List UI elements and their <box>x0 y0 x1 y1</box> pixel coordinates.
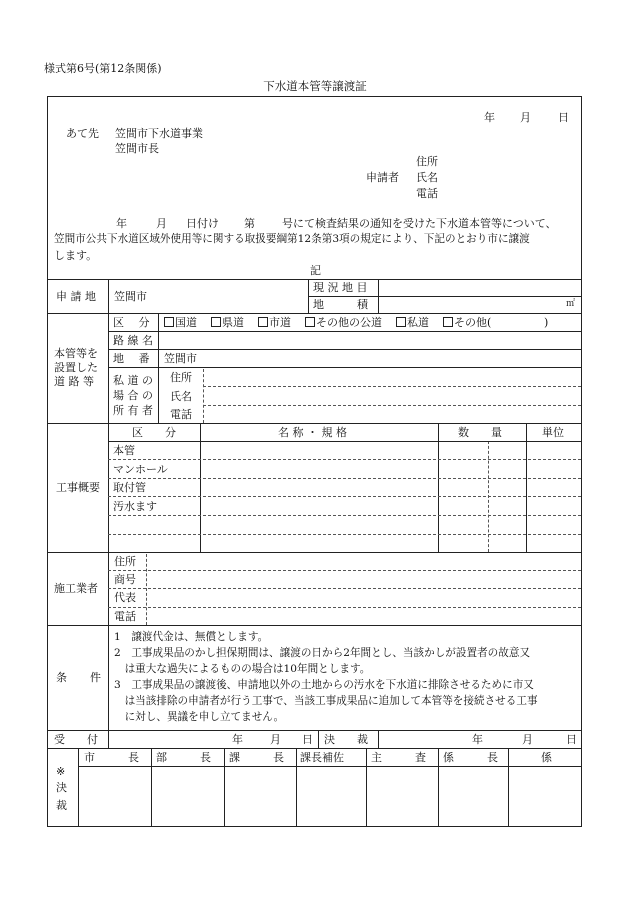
checkbox-municipal[interactable]: 市道 <box>258 316 291 329</box>
date-month: 月 <box>520 111 531 124</box>
owner-name[interactable]: 氏名 <box>170 390 192 403</box>
body-line3: します。 <box>54 249 98 262</box>
works-row-main-pipe: 本管 <box>113 444 135 457</box>
site-value: 笠間市 <box>114 290 147 303</box>
addressee-line2: 笠間市長 <box>115 142 159 155</box>
addressee-label: あて先 <box>66 127 99 140</box>
checkbox-icon[interactable] <box>305 317 315 327</box>
condition-2a: 2 工事成果品のかし担保期間は、譲渡の日から2年間とし、当該かしが設置者の故意又 <box>114 647 531 659</box>
road-label-3: 道 路 等 <box>54 375 94 388</box>
approval-label-a: 決 <box>56 781 67 794</box>
condition-3c: に対し、異議を申し立てません。 <box>114 711 285 723</box>
owner-phone[interactable]: 電話 <box>170 408 192 421</box>
body-year: 年 <box>116 217 127 230</box>
decision-label: 決 裁 <box>324 733 368 746</box>
checkbox-private[interactable]: 私道 <box>396 316 429 329</box>
body-line1: 号にて検査結果の通知を受けた下水道本管等について、 <box>282 217 557 230</box>
body-line2: 笠間市公共下水道区域外使用等に関する取扱要綱第12条第3項の規定により、下記のとおり市に譲渡 <box>54 233 530 245</box>
contractor-phone[interactable]: 電話 <box>114 610 136 623</box>
receipt-label: 受 付 <box>54 733 98 746</box>
works-row-sewage-box: 汚水ます <box>113 500 157 513</box>
road-label-1: 本管等を <box>54 347 98 360</box>
owner-label-2: 場 合 の <box>113 389 153 402</box>
works-row-manhole: マンホール <box>113 463 168 476</box>
receipt-year: 年 <box>232 733 243 746</box>
col-name-spec: 名 称 ・ 規 格 <box>278 426 347 439</box>
date-year: 年 <box>484 111 495 124</box>
checkbox-icon[interactable] <box>164 317 174 327</box>
approval-col-section-chief: 課 長 <box>229 751 284 764</box>
condition-3a: 3 工事成果品の譲渡後、申請地以外の土地からの汚水を下水道に排除させるために市又 <box>114 679 534 691</box>
contractor-label: 施工業者 <box>54 582 98 595</box>
applicant-name[interactable]: 氏名 <box>416 171 438 184</box>
conditions-label-b: 件 <box>90 671 101 684</box>
owner-label-3: 所 有 者 <box>113 404 153 417</box>
owner-label-1: 私 道 の <box>113 374 153 387</box>
checkbox-prefectural[interactable]: 県道 <box>211 316 244 329</box>
decision-month: 月 <box>522 733 533 746</box>
checkbox-icon[interactable] <box>443 317 453 327</box>
certificate-frame <box>47 96 582 827</box>
road-category-options <box>164 316 491 329</box>
owner-address[interactable]: 住所 <box>170 371 192 384</box>
area-unit: ㎡ <box>566 299 576 309</box>
approval-col-inspector: 主 査 <box>371 751 426 764</box>
decision-day: 日 <box>566 733 577 746</box>
condition-3b: は当該排除の申請者が行う工事で、当該工事成果品に追加して本管等を接続させる工事 <box>114 695 538 707</box>
checkbox-other[interactable]: その他( <box>443 316 491 329</box>
body-dai: 第 <box>244 217 255 230</box>
road-label-2: 設置した <box>54 361 98 374</box>
addressee-line1: 笠間市下水道事業 <box>115 127 203 140</box>
checkbox-icon[interactable] <box>211 317 221 327</box>
applicant-address[interactable]: 住所 <box>416 155 438 168</box>
approval-col-mayor: 市 長 <box>84 751 139 764</box>
checkbox-national[interactable]: 国道 <box>164 316 197 329</box>
contractor-address[interactable]: 住所 <box>114 555 136 568</box>
approval-label-b: 裁 <box>56 799 67 812</box>
area-label: 地 積 <box>313 298 368 311</box>
form-number: 様式第6号(第12条関係) <box>44 62 162 75</box>
checkbox-other-public[interactable]: その他の公道 <box>305 316 382 329</box>
lot-label: 地 番 <box>113 352 150 365</box>
route-label: 路 線 名 <box>113 334 153 347</box>
current-land-label: 現 況 地 目 <box>313 281 368 294</box>
approval-col-unit-chief: 係 長 <box>443 751 498 764</box>
road-options-close: ) <box>544 316 549 329</box>
date-day: 日 <box>558 111 569 124</box>
approval-col-staff: 係 <box>541 751 552 764</box>
road-category-label: 区 分 <box>113 316 150 329</box>
works-row-connection: 取付管 <box>113 481 146 494</box>
approval-mark: ※ <box>56 765 66 778</box>
col-unit: 単位 <box>542 426 564 439</box>
document-title: 下水道本管等譲渡証 <box>263 79 367 93</box>
condition-1: 1 譲渡代金は、無償とします。 <box>114 631 269 643</box>
receipt-day: 日 <box>302 733 313 746</box>
works-label: 工事概要 <box>56 481 100 494</box>
body-month: 月 <box>156 217 167 230</box>
lot-value: 笠間市 <box>164 352 197 365</box>
body-day: 日付け <box>186 217 219 230</box>
col-quantity: 数 量 <box>458 426 502 439</box>
condition-2b: は重大な過失によるものの場合は10年間とします。 <box>114 663 371 675</box>
applicant-phone[interactable]: 電話 <box>416 187 438 200</box>
checkbox-icon[interactable] <box>396 317 406 327</box>
contractor-trade-name[interactable]: 商号 <box>114 573 136 586</box>
checkbox-icon[interactable] <box>258 317 268 327</box>
approval-col-director: 部 長 <box>156 751 211 764</box>
decision-year: 年 <box>472 733 483 746</box>
conditions-label-a: 条 <box>56 671 67 684</box>
approval-col-deputy: 課長補佐 <box>300 751 344 764</box>
receipt-month: 月 <box>270 733 281 746</box>
applicant-label: 申請者 <box>366 171 399 184</box>
contractor-representative[interactable]: 代表 <box>114 591 136 604</box>
col-category: 区 分 <box>132 426 176 439</box>
ki-label: 記 <box>310 264 321 277</box>
site-label: 申 請 地 <box>56 290 96 303</box>
